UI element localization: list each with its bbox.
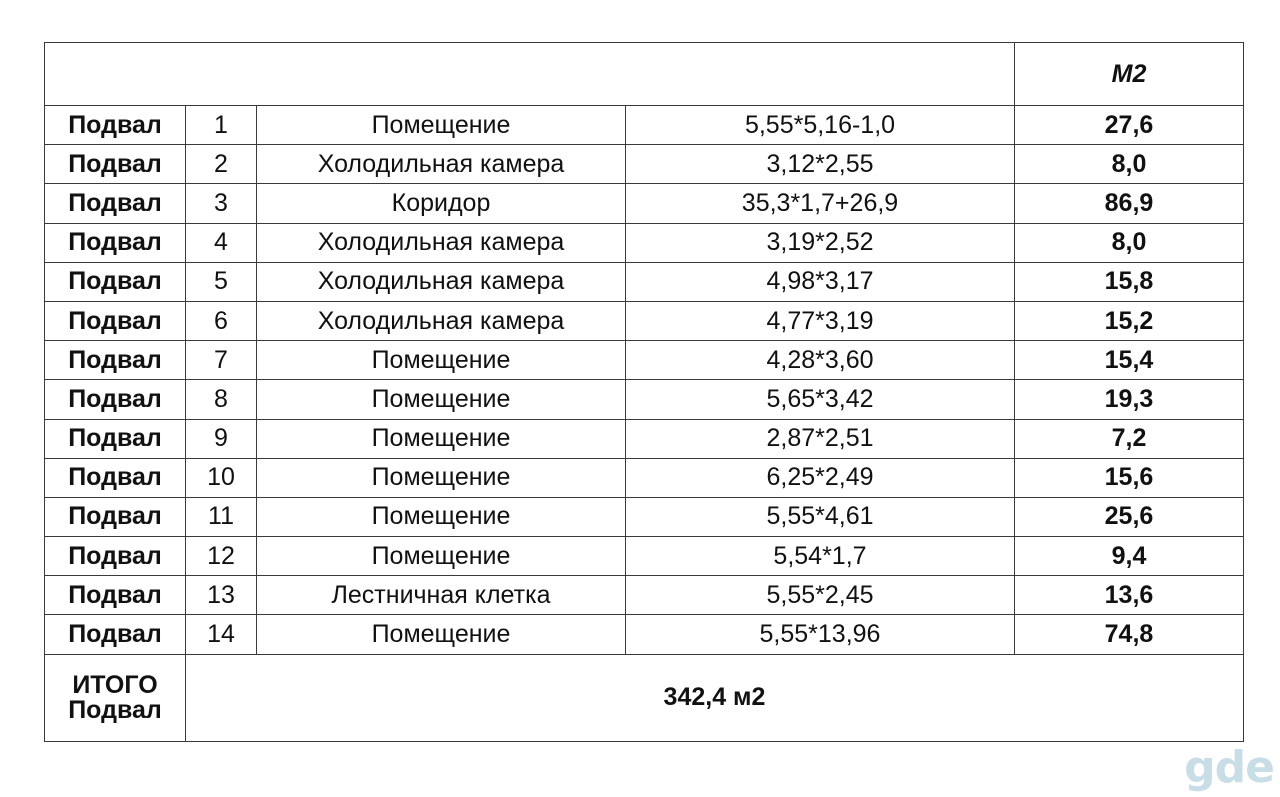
- formula-cell: 6,25*2,49: [626, 458, 1015, 497]
- room-name-cell: Холодильная камера: [257, 223, 626, 262]
- table-row: [45, 576, 1244, 615]
- number-cell: 5: [186, 262, 257, 301]
- room-name-cell: Помещение: [257, 615, 626, 654]
- area-cell: 8,0: [1015, 145, 1244, 184]
- table-row: [45, 262, 1244, 301]
- total-label-line1: ИТОГО: [72, 670, 158, 699]
- area-cell: 13,6: [1015, 576, 1244, 615]
- area-cell: 15,8: [1015, 262, 1244, 301]
- number-cell: 3: [186, 184, 257, 223]
- watermark-logo: gde: [1184, 742, 1274, 793]
- number-cell: 8: [186, 380, 257, 419]
- formula-cell: 5,65*3,42: [626, 380, 1015, 419]
- room-name-cell: Холодильная камера: [257, 145, 626, 184]
- floor-cell: Подвал: [45, 537, 186, 576]
- number-cell: 11: [186, 497, 257, 536]
- area-cell: 8,0: [1015, 223, 1244, 262]
- area-cell: 25,6: [1015, 497, 1244, 536]
- header-empty-cell: [45, 43, 1015, 106]
- area-cell: 15,6: [1015, 458, 1244, 497]
- table-row: [45, 380, 1244, 419]
- room-name-cell: Холодильная камера: [257, 262, 626, 301]
- room-name-cell: Помещение: [257, 419, 626, 458]
- total-row: [45, 654, 1244, 741]
- room-name-cell: Помещение: [257, 497, 626, 536]
- formula-cell: 35,3*1,7+26,9: [626, 184, 1015, 223]
- table-row: [45, 537, 1244, 576]
- formula-cell: 5,55*2,45: [626, 576, 1015, 615]
- number-cell: 12: [186, 537, 257, 576]
- area-cell: 15,4: [1015, 341, 1244, 380]
- floor-cell: Подвал: [45, 184, 186, 223]
- floor-cell: Подвал: [45, 106, 186, 145]
- formula-cell: 3,12*2,55: [626, 145, 1015, 184]
- floor-cell: Подвал: [45, 145, 186, 184]
- formula-cell: 4,28*3,60: [626, 341, 1015, 380]
- room-name-cell: Лестничная клетка: [257, 576, 626, 615]
- room-name-cell: Холодильная камера: [257, 301, 626, 340]
- header-row: [45, 43, 1244, 106]
- area-cell: 9,4: [1015, 537, 1244, 576]
- number-cell: 6: [186, 301, 257, 340]
- table-row: [45, 106, 1244, 145]
- number-cell: 1: [186, 106, 257, 145]
- total-label-cell: [45, 654, 186, 741]
- floor-cell: Подвал: [45, 301, 186, 340]
- formula-cell: 5,55*4,61: [626, 497, 1015, 536]
- number-cell: 9: [186, 419, 257, 458]
- area-table: [44, 42, 1244, 742]
- formula-cell: 5,55*5,16-1,0: [626, 106, 1015, 145]
- floor-cell: Подвал: [45, 615, 186, 654]
- formula-cell: 4,77*3,19: [626, 301, 1015, 340]
- number-cell: 7: [186, 341, 257, 380]
- number-cell: 13: [186, 576, 257, 615]
- floor-cell: Подвал: [45, 419, 186, 458]
- area-cell: 7,2: [1015, 419, 1244, 458]
- formula-cell: 5,54*1,7: [626, 537, 1015, 576]
- number-cell: 4: [186, 223, 257, 262]
- table-row: [45, 615, 1244, 654]
- number-cell: 2: [186, 145, 257, 184]
- total-value-cell: 342,4 м2: [186, 654, 1244, 741]
- table-row: [45, 184, 1244, 223]
- area-cell: 86,9: [1015, 184, 1244, 223]
- table-row: [45, 497, 1244, 536]
- area-unit-header: М2: [1015, 43, 1244, 106]
- total-label-line2: Подвал: [68, 695, 162, 724]
- floor-cell: Подвал: [45, 458, 186, 497]
- room-name-cell: Помещение: [257, 380, 626, 419]
- formula-cell: 3,19*2,52: [626, 223, 1015, 262]
- number-cell: 14: [186, 615, 257, 654]
- table-row: [45, 419, 1244, 458]
- room-name-cell: Помещение: [257, 341, 626, 380]
- floor-cell: Подвал: [45, 576, 186, 615]
- area-cell: 27,6: [1015, 106, 1244, 145]
- formula-cell: 5,55*13,96: [626, 615, 1015, 654]
- floor-cell: Подвал: [45, 380, 186, 419]
- table-row: [45, 341, 1244, 380]
- formula-cell: 4,98*3,17: [626, 262, 1015, 301]
- area-cell: 19,3: [1015, 380, 1244, 419]
- floor-cell: Подвал: [45, 262, 186, 301]
- room-name-cell: Коридор: [257, 184, 626, 223]
- table-row: [45, 223, 1244, 262]
- floor-cell: Подвал: [45, 497, 186, 536]
- floor-cell: Подвал: [45, 223, 186, 262]
- floor-cell: Подвал: [45, 341, 186, 380]
- table-row: [45, 301, 1244, 340]
- area-cell: 74,8: [1015, 615, 1244, 654]
- room-name-cell: Помещение: [257, 458, 626, 497]
- room-name-cell: Помещение: [257, 537, 626, 576]
- table-row: [45, 145, 1244, 184]
- number-cell: 10: [186, 458, 257, 497]
- formula-cell: 2,87*2,51: [626, 419, 1015, 458]
- table-row: [45, 458, 1244, 497]
- room-name-cell: Помещение: [257, 106, 626, 145]
- area-cell: 15,2: [1015, 301, 1244, 340]
